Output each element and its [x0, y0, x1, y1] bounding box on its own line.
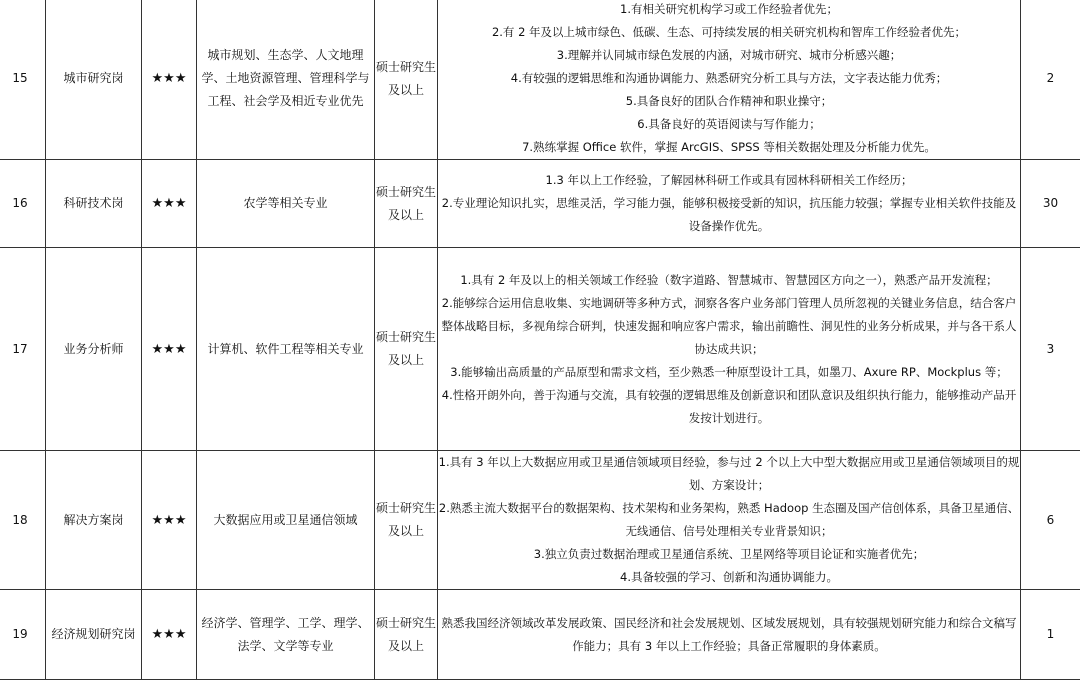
job-title: 经济规划研究岗 — [46, 590, 142, 680]
row-number: 15 — [0, 0, 46, 160]
job-requirements — [438, 0, 1021, 160]
requirement-line: 1.3 年以上工作经验，了解园林科研工作或具有园林科研相关工作经历； — [545, 173, 913, 187]
headcount: 3 — [1021, 248, 1080, 451]
education-requirement: 硕士研究生及以上 — [375, 0, 438, 160]
row-number: 16 — [0, 160, 46, 248]
requirement-line: 2.能够综合运用信息收集、实地调研等多种方式，洞察各客户业务部门管理人员所忽视的关键业务信息，结合客户整体战略目标，多视角综合研判，快速发掘和响应客户需求，输出前瞻性、洞见性的业务分析成果，并与各干系人协达成共识； — [441, 295, 1017, 356]
requirement-line: 1.具有 3 年以上大数据应用或卫星通信领域项目经验，参与过 2 个以上大中型大数据应用或卫星通信领域项目的规划、方案设计； — [438, 455, 1020, 492]
requirement-line: 2.熟悉主流大数据平台的数据架构、技术架构和业务架构，熟悉 Hadoop 生态圈及国产信创体系，具备卫星通信、无线通信、信号处理相关专业背景知识； — [438, 501, 1020, 538]
education-requirement: 硕士研究生及以上 — [375, 590, 438, 680]
level-stars: ★★★ — [142, 248, 197, 451]
requirement-line: 7.熟练掌握 Office 软件，掌握 ArcGIS、SPSS 等相关数据处理及分析能力优先。 — [522, 140, 936, 154]
job-requirements — [438, 451, 1021, 590]
requirement-line: 1.有相关研究机构学习或工作经验者优先； — [620, 2, 838, 16]
requirement-line: 4.有较强的逻辑思维和沟通协调能力、熟悉研究分析工具与方法，文字表达能力优秀； — [510, 71, 948, 85]
major-requirement: 经济学、管理学、工学、理学、法学、文学等专业 — [197, 590, 375, 680]
requirement-line: 2.有 2 年及以上城市绿色、低碳、生态、可持续发展的相关研究机构和智库工作经验者优先； — [491, 25, 967, 39]
level-stars: ★★★ — [142, 451, 197, 590]
requirement-line: 4.具备较强的学习、创新和沟通协调能力。 — [620, 570, 838, 584]
major-requirement: 城市规划、生态学、人文地理学、土地资源管理、管理科学与工程、社会学及相近专业优先 — [197, 0, 375, 160]
headcount: 2 — [1021, 0, 1080, 160]
requirement-line: 3.独立负责过数据治理或卫星通信系统、卫星网络等项目论证和实施者优先； — [533, 547, 925, 561]
row-number: 18 — [0, 451, 46, 590]
headcount: 1 — [1021, 590, 1080, 680]
job-requirements — [438, 248, 1021, 451]
requirement-line: 3.理解并认同城市绿色发展的内涵，对城市研究、城市分析感兴趣； — [556, 48, 902, 62]
job-title: 城市研究岗 — [46, 0, 142, 160]
requirement-line: 2.专业理论知识扎实，思维灵活，学习能力强，能够积极接受新的知识，抗压能力较强；掌握专业相关软件技能及设备操作优先。 — [441, 196, 1017, 233]
row-number: 19 — [0, 590, 46, 680]
table-row — [0, 248, 1080, 451]
table-row — [0, 160, 1080, 248]
job-requirements — [438, 590, 1021, 680]
job-title: 科研技术岗 — [46, 160, 142, 248]
headcount: 30 — [1021, 160, 1080, 248]
table-row — [0, 0, 1080, 160]
major-requirement: 计算机、软件工程等相关专业 — [197, 248, 375, 451]
headcount: 6 — [1021, 451, 1080, 590]
education-requirement: 硕士研究生及以上 — [375, 451, 438, 590]
major-requirement: 农学等相关专业 — [197, 160, 375, 248]
requirement-line: 1.具有 2 年及以上的相关领域工作经验（数字道路、智慧城市、智慧园区方向之一），熟悉产品开发流程； — [460, 272, 998, 287]
requirement-line: 3.能够输出高质量的产品原型和需求文档，至少熟悉一种原型设计工具，如墨刀、Axure RP、Mockplus 等； — [450, 364, 1008, 379]
level-stars: ★★★ — [142, 590, 197, 680]
education-requirement: 硕士研究生及以上 — [375, 160, 438, 248]
level-stars: ★★★ — [142, 0, 197, 160]
row-number: 17 — [0, 248, 46, 451]
education-requirement: 硕士研究生及以上 — [375, 248, 438, 451]
major-requirement: 大数据应用或卫星通信领域 — [197, 451, 375, 590]
requirement-line: 5.具备良好的团队合作精神和职业操守； — [625, 94, 833, 108]
job-requirements — [438, 160, 1021, 248]
requirement-line: 4.性格开朗外向，善于沟通与交流，具有较强的逻辑思维及创新意识和团队意识及组织执行能力，能够推动产品开发按计划进行。 — [441, 387, 1017, 425]
requirement-line: 熟悉我国经济领域改革发展政策、国民经济和社会发展规划、区域发展规划，具有较强规划研究能力和综合文稿写作能力；具有 3 年以上工作经验；具备正常履职的身体素质。 — [441, 615, 1017, 653]
job-title: 业务分析师 — [46, 248, 142, 451]
table-row — [0, 451, 1080, 590]
requirement-line: 6.具备良好的英语阅读与写作能力； — [637, 117, 821, 131]
job-title: 解决方案岗 — [46, 451, 142, 590]
table-row — [0, 590, 1080, 680]
level-stars: ★★★ — [142, 160, 197, 248]
